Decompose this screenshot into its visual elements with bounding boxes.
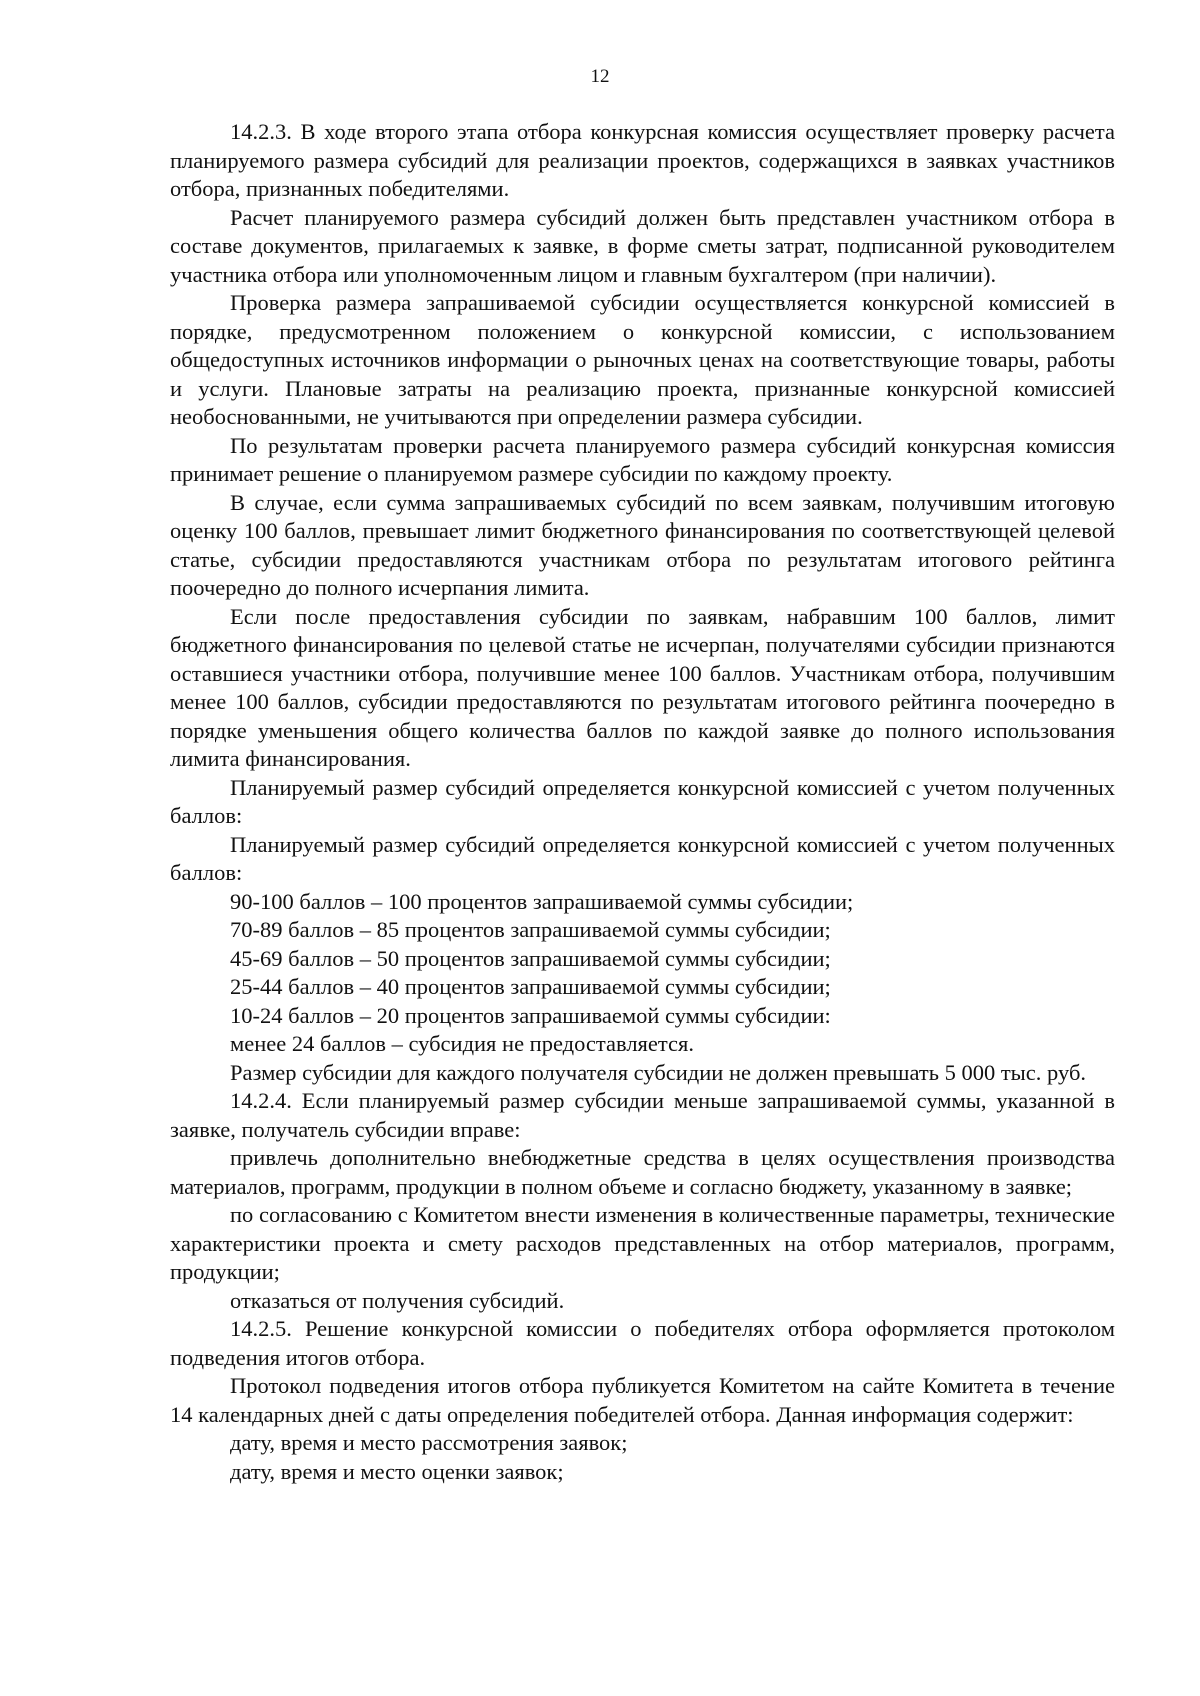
list-item-70-89: 70-89 баллов – 85 процентов запрашиваемой суммы субсидии; (230, 917, 831, 942)
list-item-under-24: менее 24 баллов – субсидия не предоставляется. (230, 1031, 694, 1056)
paragraph-14-2-5: 14.2.5. Решение конкурсной комиссии о победителях отбора оформляется протоколом подведения итогов отбора. (170, 1316, 1115, 1370)
page-number: 12 (590, 66, 610, 87)
paragraph-14-2-3: 14.2.3. В ходе второго этапа отбора конкурсная комиссия осуществляет проверку расчета планируемого размера субсидий для реализации проектов, содержащихся в заявках участников отбора, признанных победителями. (170, 119, 1115, 201)
list-item-10-24: 10-24 баллов – 20 процентов запрашиваемой суммы субсидии: (230, 1002, 831, 1028)
paragraph-check-results: По результатам проверки расчета планируемого размера субсидий конкурсная комиссия принимает решение о планируемом размере субсидии по каждому проекту. (170, 432, 1115, 486)
list-item-refuse-subsidy: отказаться от получения субсидий. (230, 1287, 565, 1313)
document-body (170, 118, 1115, 1486)
paragraph-protocol-publication: Протокол подведения итогов отбора публикуется Комитетом на сайте Комитета в течение 14 календарных дней с даты определения победителей отбора. Данная информация содержит: (170, 1373, 1115, 1427)
list-item-review-date: дату, время и место рассмотрения заявок; (230, 1430, 628, 1455)
list-item-45-69: 45-69 баллов – 50 процентов запрашиваемой суммы субсидии; (230, 945, 831, 971)
paragraph-limit-exceeded: В случае, если сумма запрашиваемых субсидий по всем заявкам, получившим итоговую оценку 100 баллов, превышает лимит бюджетного финансирования по соответствующей целевой статье, субсидии предоставляются участникам отбора по результатам итогового рейтинга поочередно до полного исчерпания лимита. (170, 489, 1115, 600)
paragraph-estimate-submission: Расчет планируемого размера субсидий должен быть представлен участником отбора в составе документов, прилагаемых к заявке, в форме сметы затрат, подписанной руководителем участника отбора или уполномоченным лицом и главным бухгалтером (при наличии). (170, 204, 1115, 287)
paragraph-14-2-4: 14.2.4. Если планируемый размер субсидии меньше запрашиваемой суммы, указанной в заявке, получатель субсидии вправе: (170, 1088, 1115, 1142)
list-item-attract-funds: привлечь дополнительно внебюджетные средства в целях осуществления производства материалов, программ, продукции в полном объеме и согласно бюджету, указанному в заявке; (170, 1145, 1115, 1199)
paragraph-subsidy-check: Проверка размера запрашиваемой субсидии осуществляется конкурсной комиссией в порядке, предусмотренном положением о конкурсной комиссии, с использованием общедоступных источников информации о рыночных ценах на соответствующие товары, работы и услуги. Плановые затраты на реализацию проекта, признанные конкурсной комиссией необоснованными, не учитываются при определении размера субсидии. (170, 290, 1115, 429)
list-item-evaluation-date: дату, время и место оценки заявок; (230, 1458, 564, 1484)
list-item-change-parameters: по согласованию с Комитетом внести изменения в количественные параметры, технические характеристики проекта и смету расходов представленных на отбор материалов, программ, продукции; (170, 1202, 1115, 1284)
list-item-90-100: 90-100 баллов – 100 процентов запрашиваемой суммы субсидии; (230, 888, 854, 914)
paragraph-max-subsidy: Размер субсидии для каждого получателя субсидии не должен превышать 5 000 тыс. руб. (230, 1059, 1087, 1085)
paragraph-planned-size-intro-repeat: Планируемый размер субсидий определяется конкурсной комиссией с учетом полученных баллов: (170, 831, 1115, 885)
paragraph-planned-size-intro: Планируемый размер субсидий определяется конкурсной комиссией с учетом полученных баллов: (170, 774, 1115, 828)
paragraph-limit-not-exhausted: Если после предоставления субсидии по заявкам, набравшим 100 баллов, лимит бюджетного финансирования по целевой статье не исчерпан, получателями субсидии признаются оставшиеся участники отбора, получившие менее 100 баллов. Участникам отбора, получившим менее 100 баллов, субсидии предоставляются по результатам итогового рейтинга поочередно в порядке уменьшения общего количества баллов по каждой заявке до полного использования лимита финансирования. (170, 603, 1115, 771)
list-item-25-44: 25-44 баллов – 40 процентов запрашиваемой суммы субсидии; (230, 974, 831, 999)
